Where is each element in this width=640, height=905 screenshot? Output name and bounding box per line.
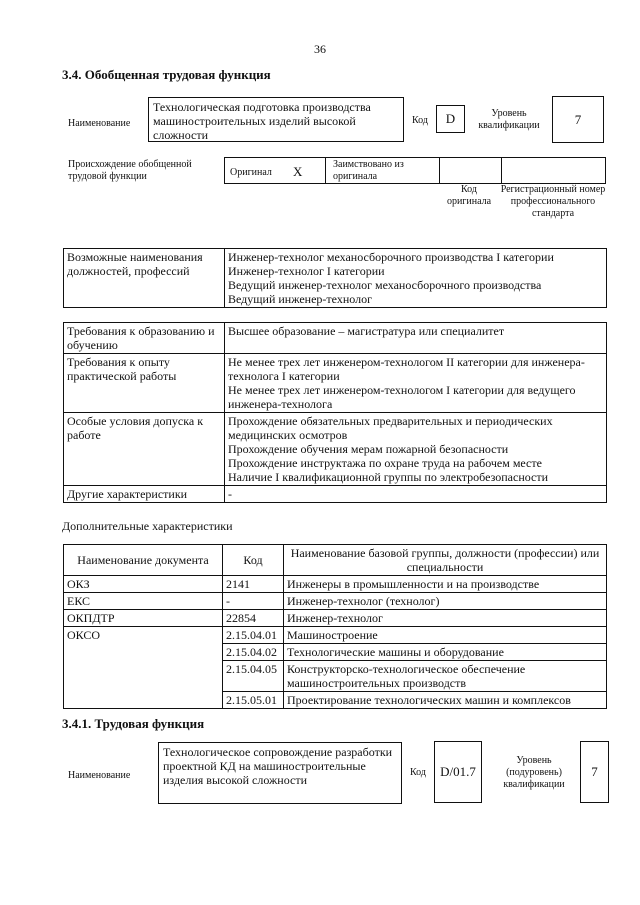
cell-name: Инженер-технолог — [284, 610, 607, 627]
table-row — [64, 627, 607, 644]
tf-level-label: Уровень (подуровень) квалификации — [503, 755, 565, 790]
header-doc: Наименование документа — [64, 545, 223, 576]
experience-item: Не менее трех лет инженером-технологом II категории для инженера-технолога I категории — [228, 355, 585, 383]
cell-code: 22854 — [223, 610, 284, 627]
original-label: Оригинал — [230, 167, 272, 178]
other-value: - — [225, 486, 607, 503]
tf-name-value: Технологическое сопровождение разработки проектной КД на машиностроительные изделия высокой сложности — [158, 742, 402, 804]
cell-name: Машиностроение — [284, 627, 607, 644]
positions-list — [225, 249, 607, 308]
cell-name: Инженер-технолог (технолог) — [284, 593, 607, 610]
cell-code: 2141 — [223, 576, 284, 593]
reg-number-label: Регистрационный номер профессионального стандарта — [500, 184, 606, 219]
experience-label: Требования к опыту практической работы — [64, 354, 225, 413]
education-value: Высшее образование – магистратура или специалитет — [225, 323, 607, 354]
code-original-label: Код оригинала — [446, 184, 492, 207]
additional-title: Дополнительные характеристики — [62, 519, 233, 533]
page-number: 36 — [314, 42, 326, 56]
gtf-level-value: 7 — [552, 96, 604, 143]
position-item: Ведущий инженер-технолог — [228, 292, 372, 306]
origin-divider-1 — [325, 158, 326, 183]
tf-level-value: 7 — [580, 741, 609, 803]
additional-table — [63, 544, 607, 709]
special-item: Прохождение обязательных предварительных и периодических медицинских осмотров — [228, 414, 553, 442]
special-label: Особые условия допуска к работе — [64, 413, 225, 486]
position-item: Ведущий инженер-технолог механосборочного производства — [228, 278, 542, 292]
education-label: Требования к образованию и обучению — [64, 323, 225, 354]
requirements-table — [63, 322, 607, 503]
cell-doc: ЕКС — [64, 593, 223, 610]
origin-divider-2 — [439, 158, 440, 183]
gtf-name-value: Технологическая подготовка производства машиностроительных изделий высокой сложности — [148, 97, 404, 142]
gtf-code-label: Код — [412, 115, 428, 126]
position-item: Инженер-технолог механосборочного производства I категории — [228, 250, 554, 264]
cell-name: Инженеры в промышленности и на производстве — [284, 576, 607, 593]
table-row — [64, 593, 607, 610]
experience-list — [225, 354, 607, 413]
cell-doc: ОКСО — [64, 627, 223, 709]
positions-label: Возможные наименования должностей, профессий — [64, 249, 225, 308]
cell-code: 2.15.04.01 — [223, 627, 284, 644]
special-list — [225, 413, 607, 486]
header-name: Наименование базовой группы, должности (профессии) или специальности — [284, 545, 607, 576]
cell-doc: ОКЗ — [64, 576, 223, 593]
special-item: Наличие I квалификационной группы по электробезопасности — [228, 470, 549, 484]
tf-code-label: Код — [410, 767, 426, 778]
cell-code: 2.15.04.02 — [223, 644, 284, 661]
special-item: Прохождение инструктажа по охране труда на рабочем месте — [228, 456, 542, 470]
positions-table — [63, 248, 607, 308]
origin-divider-3 — [501, 158, 502, 183]
section-title: 3.4. Обобщенная трудовая функция — [62, 67, 271, 82]
tf-code-value: D/01.7 — [434, 741, 482, 803]
cell-code: 2.15.04.05 — [223, 661, 284, 692]
cell-code: - — [223, 593, 284, 610]
gtf-name-label: Наименование — [68, 118, 131, 129]
borrowed-label: Заимствовано из оригинала — [333, 159, 404, 182]
other-label: Другие характеристики — [64, 486, 225, 503]
table-row — [64, 610, 607, 627]
cell-name: Конструкторско-технологическое обеспечение машиностроительных производств — [284, 661, 607, 692]
cell-code: 2.15.05.01 — [223, 692, 284, 709]
special-item: Прохождение обучения мерам пожарной безопасности — [228, 442, 509, 456]
gtf-origin-label: Происхождение обобщенной трудовой функции — [68, 159, 192, 182]
tf-title: 3.4.1. Трудовая функция — [62, 716, 205, 731]
header-code: Код — [223, 545, 284, 576]
tf-name-label: Наименование — [68, 770, 131, 781]
position-item: Инженер-технолог I категории — [228, 264, 385, 278]
cell-doc: ОКПДТР — [64, 610, 223, 627]
gtf-level-label: Уровень квалификации — [478, 108, 540, 131]
cell-name: Технологические машины и оборудование — [284, 644, 607, 661]
experience-item: Не менее трех лет инженером-технологом I категории для ведущего инженера-технолога — [228, 383, 576, 411]
original-mark: X — [293, 164, 303, 179]
table-row — [64, 576, 607, 593]
cell-name: Проектирование технологических машин и комплексов — [284, 692, 607, 709]
origin-table — [224, 157, 606, 184]
gtf-code-value: D — [436, 105, 465, 133]
